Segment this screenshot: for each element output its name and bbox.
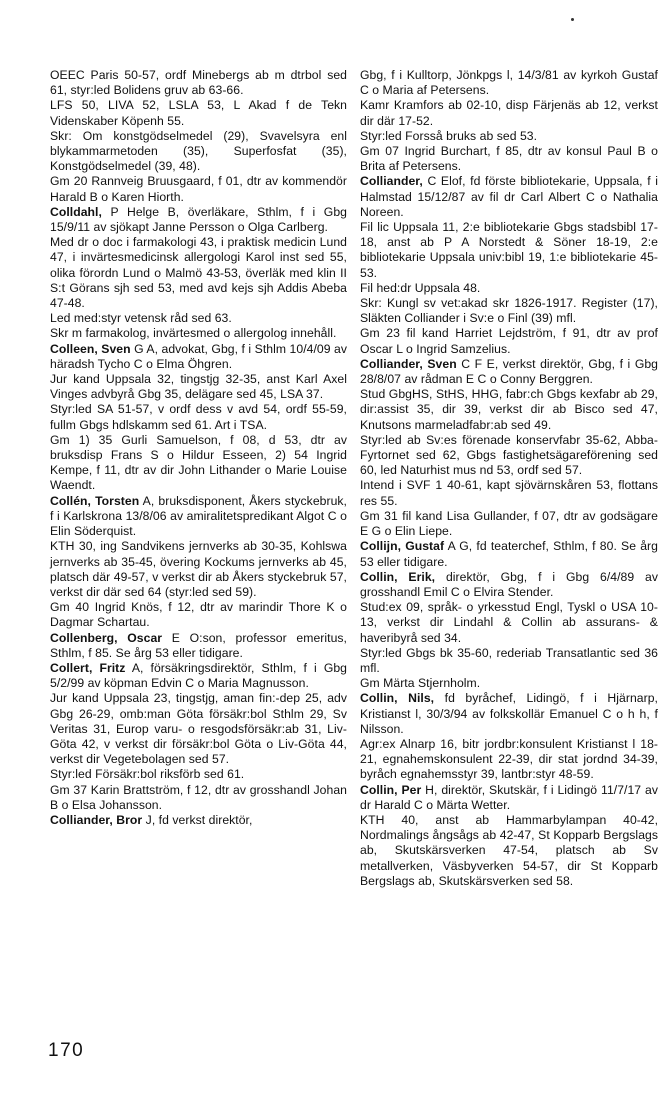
entry-paragraph <box>360 357 658 387</box>
entry-name: Collert, Fritz <box>50 660 126 675</box>
entry-text: Led med:styr vetensk råd sed 63. <box>50 311 232 326</box>
entry-detail-paragraph <box>360 326 658 356</box>
entry-name: Collin, Nils, <box>360 691 435 706</box>
entry-detail-paragraph <box>50 539 347 600</box>
entry-text: Fil hed:dr Uppsala 48. <box>360 280 481 295</box>
entry-text: P Helge B, överläkare, Sthlm, f i Gbg 15/9/11 av sjökapt Janne Persson o Olga Carlberg. <box>50 204 347 235</box>
left-column <box>50 68 347 828</box>
entry-detail-paragraph <box>50 783 347 813</box>
entry-detail-paragraph <box>360 478 658 508</box>
entry-paragraph <box>50 813 347 828</box>
entry-text: Jur kand Uppsala 32, tingstjg 32-35, anst Karl Axel Vinges advbyrå Gbg 35, delägare sed 45, LSA 37. <box>50 372 347 402</box>
entry-text: Intend i SVF 1 40-61, kapt sjövärnskåren 53, flottans res 55. <box>360 478 658 508</box>
entry-text: Kamr Kramfors ab 02-10, disp Färjenäs ab 12, verkst dir där 17-52. <box>360 98 658 128</box>
entry-name: Collin, Per <box>360 782 422 797</box>
entry-paragraph <box>360 783 658 813</box>
entry-paragraph <box>50 342 347 372</box>
entry-detail-paragraph <box>50 68 347 98</box>
entry-detail-paragraph <box>50 311 347 326</box>
entry-detail-paragraph <box>50 372 347 402</box>
entry-detail-paragraph <box>50 691 347 767</box>
entry-detail-paragraph <box>360 737 658 783</box>
entry-text: fd byråchef, Lidingö, f i Hjärnarp, Kristianst l, 30/3/94 av folkskollär Emanuel C o h h, f Nilsson. <box>360 691 658 736</box>
entry-detail-paragraph <box>360 676 658 691</box>
entry-text: C F E, verkst direktör, Gbg, f i Gbg 28/8/07 av rådman E C o Conny Berggren. <box>360 356 658 387</box>
entry-text: Gm 07 Ingrid Burchart, f 85, dtr av konsul Paul B o Brita af Petersens. <box>360 144 658 174</box>
entry-text: Med dr o doc i farmakologi 43, i praktisk medicin Lund 47, i invärtesmedicinsk allergologi Karol inst sed 55, olika förordn Lund o Malmö 43-53, överläk med klin II S:t Görans sjh sed 53, med avd kejs sjh Addis Abeba 47-48. <box>50 235 347 311</box>
entry-detail-paragraph <box>50 767 347 782</box>
entry-text: Agr:ex Alnarp 16, bitr jordbr:konsulent Kristianst l 18-21, egnahemskonsulent 22-39, dir stat jordnd 34-39, byråch egnahemsstyr 39, lantbr:styr 48-59. <box>360 736 658 782</box>
entry-name: Collin, Erik, <box>360 569 436 584</box>
entry-text: A, försäkringsdirektör, Sthlm, f i Gbg 5/2/99 av köpman Edvin C o Maria Magnusson. <box>50 660 348 691</box>
entry-text: LFS 50, LIVA 52, LSLA 53, L Akad f de Tekn Videnskaber Köpenh 55. <box>50 98 347 128</box>
entry-text: Styr:led Forsså bruks ab sed 53. <box>360 128 538 143</box>
entry-name: Colliander, <box>360 174 423 189</box>
entry-detail-paragraph <box>50 600 347 630</box>
entry-paragraph <box>50 661 347 691</box>
entry-detail-paragraph <box>360 433 658 479</box>
entry-text: Jur kand Uppsala 23, tingstjg, aman fin:-dep 25, adv Gbg 26-29, omb:man Göta försäkr:bol Sthlm 29, Sv Veritas 31, Europ varu- o resgodsförsäkr:ab 31, Liv-Göta 42, v verkst dir försäkr:bol Göta o Liv-Göta 44, verkst dir Vegetebolagen sed 57. <box>50 691 347 767</box>
entry-text: KTH 40, anst ab Hammarbylampan 40-42, Nordmalings ångsågs ab 42-47, St Kopparb Bergslags ab, Skutskärsverken 47-54, platsch ab Sv metallverken, Väsbyverken 54-57, dir St Kopparb Bergslags ab, Skutskärsverken sed 58. <box>360 812 658 888</box>
entry-text: Skr m farmakolog, invärtesmed o allergolog innehåll. <box>50 326 337 341</box>
entry-text: G A, advokat, Gbg, f i Sthlm 10/4/09 av häradsh Tycho C o Elma Öhgren. <box>50 341 347 371</box>
entry-text: Gm 23 fil kand Harriet Lejdström, f 91, dtr av prof Oscar L o Ingrid Samzelius. <box>360 326 658 356</box>
entry-detail-paragraph <box>50 433 347 494</box>
entry-name: Colldahl, <box>50 204 102 219</box>
entry-text: A, bruksdisponent, Åkers styckebruk, f i Karlskrona 13/8/06 av amiralitetspredikant Algot C o Elin Söderquist. <box>50 493 347 539</box>
entry-text: H, direktör, Skutskär, f i Lidingö 11/7/17 av dr Harald C o Märta Wetter. <box>360 782 658 812</box>
entry-paragraph <box>50 494 347 540</box>
entry-text: Gm Märta Stjernholm. <box>360 676 481 691</box>
entry-detail-paragraph <box>360 144 658 174</box>
entry-text: J, fd verkst direktör, <box>142 812 253 827</box>
entry-text: direktör, Gbg, f i Gbg 6/4/89 av grosshandl Emil C o Elvira Stender. <box>360 569 658 599</box>
entry-name: Colliander, Sven <box>360 356 457 371</box>
entry-text: Styr:led Gbgs bk 35-60, rederiab Transatlantic sed 36 mfl. <box>360 645 658 675</box>
entry-detail-paragraph <box>50 98 347 128</box>
entry-paragraph <box>360 174 658 220</box>
entry-paragraph <box>360 539 658 569</box>
entry-text: Gm 20 Rannveig Bruusgaard, f 01, dtr av kommendör Harald B o Karen Hiorth. <box>50 174 347 204</box>
entry-detail-paragraph <box>360 387 658 433</box>
entry-name: Collén, Torsten <box>50 493 140 508</box>
right-column <box>360 68 658 889</box>
entry-text: Gbg, f i Kulltorp, Jönkpgs l, 14/3/81 av kyrkoh Gustaf C o Maria af Petersens. <box>360 68 658 98</box>
entry-text: Gm 40 Ingrid Knös, f 12, dtr av marindir Thore K o Dagmar Schartau. <box>50 600 347 630</box>
entry-detail-paragraph <box>360 281 658 296</box>
entry-detail-paragraph <box>360 220 658 281</box>
entry-detail-paragraph <box>360 296 658 326</box>
entry-paragraph <box>50 631 347 661</box>
entry-text: Styr:led SA 51-57, v ordf dess v avd 54, ordf 55-59, fullm Gbgs hdlskamm sed 61. Art i TSA. <box>50 402 347 432</box>
entry-name: Colleen, Sven <box>50 341 131 356</box>
entry-text: Skr: Kungl sv vet:akad skr 1826-1917. Register (17), Släkten Colliander i Sv:e o Finl (39) mfl. <box>360 296 658 326</box>
entry-name: Collijn, Gustaf <box>360 539 445 554</box>
entry-text: Stud:ex 09, språk- o yrkesstud Engl, Tyskl o USA 10-13, verkst dir Lindahl & Collin ab assurans- & haveribyrå sed 34. <box>360 600 658 645</box>
entry-detail-paragraph <box>50 174 347 204</box>
entry-text: E O:son, professor emeritus, Sthlm, f 85. Se årg 53 eller tidigare. <box>50 630 347 660</box>
entry-paragraph <box>360 691 658 737</box>
entry-detail-paragraph <box>360 509 658 539</box>
entry-text: OEEC Paris 50-57, ordf Minebergs ab m dtrbol sed 61, styr:led Bolidens gruv ab 63-66. <box>50 68 347 98</box>
entry-detail-paragraph <box>360 68 658 98</box>
entry-paragraph <box>360 570 658 600</box>
entry-detail-paragraph <box>360 600 658 646</box>
entry-detail-paragraph <box>50 235 347 311</box>
entry-text: Styr:led Försäkr:bol riksförb sed 61. <box>50 767 245 782</box>
entry-text: Gm 37 Karin Brattström, f 12, dtr av grosshandl Johan B o Elsa Johansson. <box>50 782 347 812</box>
entry-detail-paragraph <box>50 326 347 341</box>
entry-text: Stud GbgHS, StHS, HHG, fabr:ch Gbgs kexfabr ab 29, dir:assist 35, dir 39, verkst dir ab Bisco sed 47, Knutsons marmeladfabr:ab sed 49. <box>360 387 658 432</box>
entry-text: KTH 30, ing Sandvikens jernverks ab 30-35, Kohlswa jernverks ab 35-45, övering Kockums jernverks ab 45, platsch där 49-57, v verkst dir ab Åkers styckebruk 57, verkst dir där sed 64 (styr:led sed 59). <box>50 539 347 599</box>
entry-detail-paragraph <box>360 646 658 676</box>
entry-detail-paragraph <box>360 129 658 144</box>
entry-detail-paragraph <box>360 98 658 128</box>
entry-text: Fil lic Uppsala 11, 2:e bibliotekarie Gbgs stadsbibl 17-18, anst ab P A Norstedt & Söner 18-19, 2:e bibliotekarie Uppsala univ:bibl 19, 1:e bibliotekarie 45-53. <box>360 220 658 280</box>
entry-text: A G, fd teaterchef, Sthlm, f 80. Se årg 53 eller tidigare. <box>360 539 658 569</box>
entry-paragraph <box>50 205 347 235</box>
page-number: 170 <box>48 1040 85 1061</box>
entry-detail-paragraph <box>50 129 347 175</box>
entry-name: Collenberg, Oscar <box>50 630 163 645</box>
entry-detail-paragraph <box>50 402 347 432</box>
entry-text: C Elof, fd förste bibliotekarie, Uppsala, f i Halmstad 15/12/87 av fil dr Carl Albert C o Nathalia Noreen. <box>360 174 658 219</box>
entry-detail-paragraph <box>360 813 658 889</box>
entry-text: Skr: Om konstgödselmedel (29), Svavelsyra enl blykammarmetoden (35), Superfosfat (35), Konstgödselmedel (39, 48). <box>50 128 347 174</box>
entry-text: Gm 31 fil kand Lisa Gullander, f 07, dtr av godsägare E G o Elin Liepe. <box>360 508 658 539</box>
entry-text: Styr:led ab Sv:es förenade konservfabr 35-62, Abba-Fyrtornet sed 62, Gbgs fastighetsägareförening sed 60, led Naturhist mus nd 53, ordf sed 57. <box>360 432 658 478</box>
speck-mark <box>571 18 574 21</box>
entry-name: Colliander, Bror <box>50 812 143 827</box>
entry-text: Gm 1) 35 Gurli Samuelson, f 08, d 53, dtr av bruksdisp Frans S o Hildur Esseen, 2) 54 Ingrid Kempe, f 11, dtr av dir John Lithander o Marie Louise Waendt. <box>50 432 347 493</box>
